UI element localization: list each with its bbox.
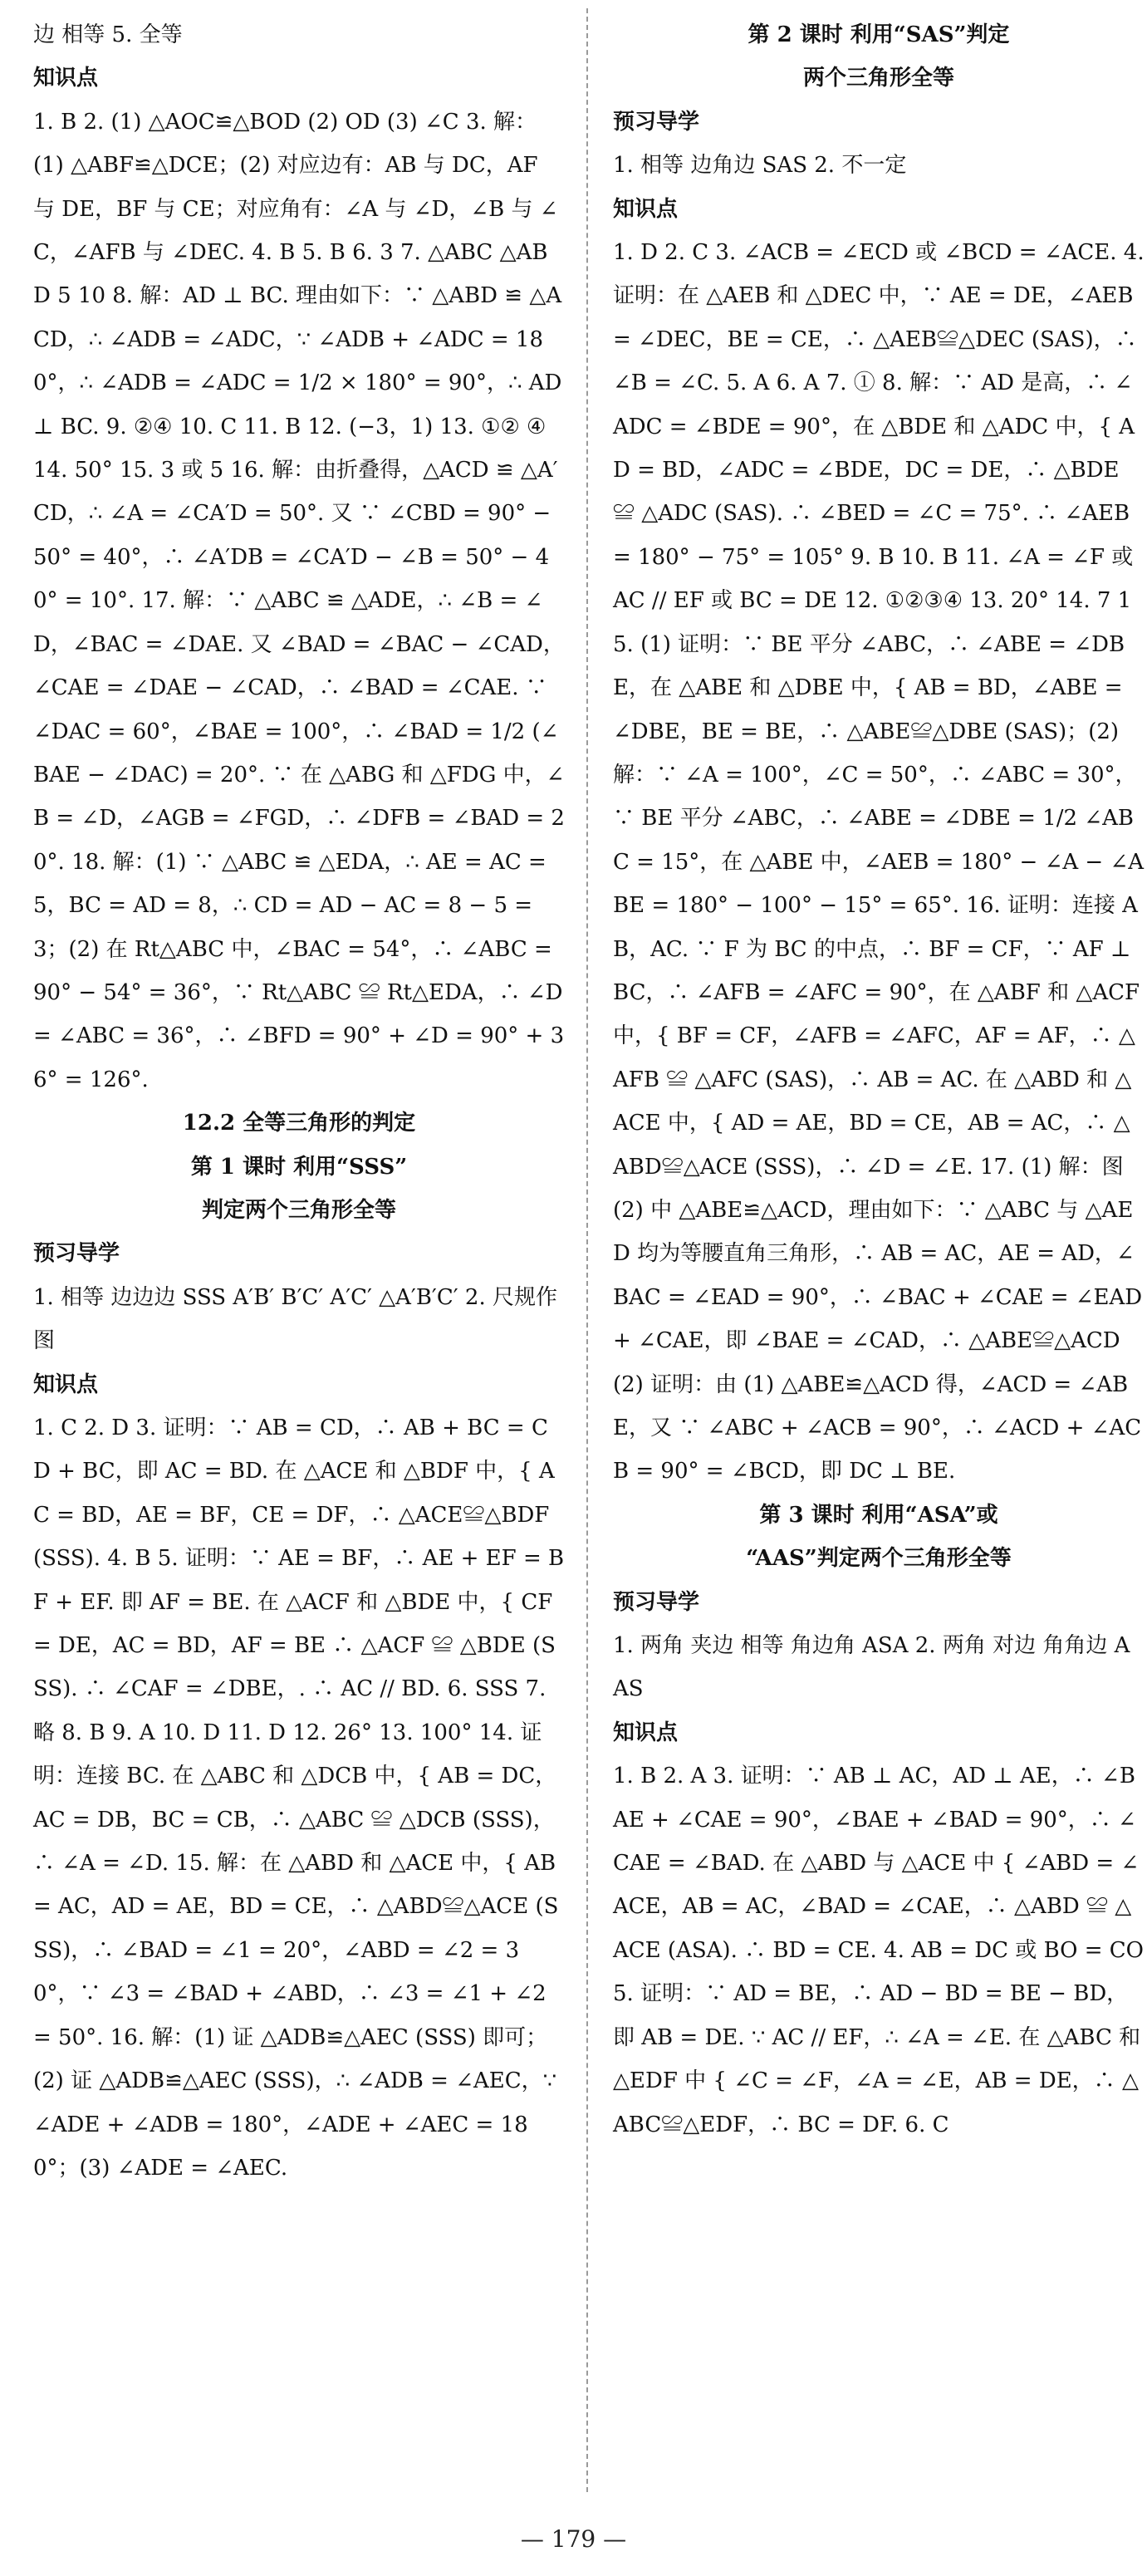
page-number: — 179 — — [520, 2525, 627, 2553]
lesson2-title-line1: 第 2 课时 利用“SAS”判定 — [748, 22, 1010, 47]
lesson3-title-line2: “AAS”判定两个三角形全等 — [746, 1546, 1012, 1572]
preview-answers: 1. 相等 边边边 SSS A′B′ B′C′ A′C′ △A′B′C′ 2. 尺规作图 — [33, 1284, 557, 1354]
knowledge-answers: 1. D 2. C 3. ∠ACB = ∠ECD 或 ∠BCD = ∠ACE. 4. 证明：在 △AEB 和 △DEC 中，∵ AE = DE，∠AEB = ∠DEC，BE = CE，∴ △AEB≌△DEC (SAS)，∴ ∠B = ∠C. 5. A 6. A 7. ① 8. 解：∵ AD 是高，∴ ∠ADC = ∠BDE = 90°，在 △BDE 和 △ADC 中，{ AD = BD，∠ADC = ∠BDE，DC = DE，∴ △BDE ≌ △ADC (SAS). ∴ ∠BED = ∠C = 75°. ∴ ∠AEB = 180° − 75° = 105° 9. B 10. B 11. ∠A = ∠F 或 AC // EF 或 BC = DE 12. ①②③④ 13. 20° 14. 7 15. (1) 证明：∵ BE 平分 ∠ABC，∴ ∠ABE = ∠DBE，在 △ABE 和 △DBE 中，{ AB = BD，∠ABE = ∠DBE，BE = BE，∴ △ABE≌△DBE (SAS)；(2) 解：∵ ∠A = 100°，∠C = 50°，∴ ∠ABC = 30°，∵ BE 平分 ∠ABC，∴ ∠ABE = ∠DBE = 1/2 ∠ABC = 15°，在 △ABE 中，∠AEB = 180° − ∠A − ∠ABE = 180° − 100° − 15° = 65°. 16. 证明：连接 AB，AC. ∵ F 为 BC 的中点，∴ BF = CF，∵ AF ⊥ BC，∴ ∠AFB = ∠AFC = 90°，在 △ABF 和 △ACF 中，{ BF = CF，∠AFB = ∠AFC，AF = AF，∴ △AFB ≌ △AFC (SAS)，∴ AB = AC. 在 △ABD 和 △ACE 中，{ AD = AE，BD = CE，AB = AC，∴ △ABD≌△ACE (SSS)，∴ ∠D = ∠E. 17. (1) 解：图 (2) 中 △ABE≌△ACD，理由如下：∵ △ABC 与 △AED 均为等腰直角三角形，∴ AB = AC，AE = AD，∠BAC = ∠EAD = 90°，∴ ∠BAC + ∠CAE = ∠EAD + ∠CAE，即 ∠BAE = ∠CAD，∴ △ABE≌△ACD (2) 证明：由 (1) △ABE≌△ACD 得，∠ACD = ∠ABE，又 ∵ ∠ABC + ∠ACB = 90°，∴ ∠ACD + ∠ACB = 90° = ∠BCD，即 DC ⊥ BE. — [613, 240, 1145, 1484]
knowledge-heading: 知识点 — [33, 66, 99, 91]
knowledge-answers-2: 1. B 2. A 3. 证明：∵ AB ⊥ AC，AD ⊥ AE，∴ ∠BAE + ∠CAE = 90°，∠BAE + ∠BAD = 90°，∴ ∠CAE = ∠BAD. 在 △ABD 与 △ACE 中 { ∠ABD = ∠ACE，AB = AC，∠BAD = ∠CAE，∴ △ABD ≌ △ACE (ASA). ∴ BD = CE. 4. AB = DC 或 BO = CO 5. 证明：∵ AD = BE，∴ AD − BD = BE − BD，即 AB = DE. ∵ AC // EF，∴ ∠A = ∠E. 在 △ABC 和 △EDF 中 { ∠C = ∠F，∠A = ∠E，AB = DE，∴ △ABC≌△EDF，∴ BC = DF. 6. C — [613, 1764, 1144, 2137]
preview-answers-2: 1. 两角 夹边 相等 角边角 ASA 2. 两角 对边 角角边 AAS — [613, 1633, 1130, 1702]
section-title: 12.2 全等三角形的判定 — [182, 1111, 416, 1136]
preview-heading: 预习导学 — [33, 1241, 120, 1267]
preview-heading: 预习导学 — [613, 109, 700, 135]
left-column — [33, 13, 565, 2190]
knowledge-heading-2: 知识点 — [613, 1720, 679, 1745]
preview-heading-2: 预习导学 — [613, 1589, 700, 1615]
column-divider — [586, 8, 588, 2492]
lesson1-title-line2: 判定两个三角形全等 — [201, 1197, 396, 1223]
knowledge-answers-2: 1. C 2. D 3. 证明：∵ AB = CD，∴ AB + BC = CD + BC，即 AC = BD. 在 △ACE 和 △BDF 中，{ AC = BD，AE = BF，CE = DF，∴ △ACE≌△BDF (SSS). 4. B 5. 证明：∵ AE = BF，∴ AE + EF = BF + EF. 即 AF = BE. 在 △ACF 和 △BDE 中，{ CF = DE，AC = BD，AF = BE ∴ △ACF ≌ △BDE (SSS). ∴ ∠CAF = ∠DBE，. ∴ AC // BD. 6. SSS 7. 略 8. B 9. A 10. D 11. D 12. 26° 13. 100° 14. 证明：连接 BC. 在 △ABC 和 △DCB 中，{ AB = DC，AC = DB，BC = CB，∴ △ABC ≌ △DCB (SSS)，∴ ∠A = ∠D. 15. 解：在 △ABD 和 △ACE 中，{ AB = AC，AD = AE，BD = CE，∴ △ABD≌△ACE (SSS)，∴ ∠BAD = ∠1 = 20°，∠ABD = ∠2 = 30°，∵ ∠3 = ∠BAD + ∠ABD，∴ ∠3 = ∠1 + ∠2 = 50°. 16. 解：(1) 证 △ADB≌△AEC (SSS) 即可；(2) 证 △ADB≌△AEC (SSS)，∴ ∠ADB = ∠AEC，∵ ∠ADE + ∠ADB = 180°，∠ADE + ∠AEC = 180°；(3) ∠ADE = ∠AEC. — [33, 1416, 565, 2181]
lesson3-title-line1: 第 3 课时 利用“ASA”或 — [759, 1502, 998, 1528]
preview-answers: 1. 相等 边角边 SAS 2. 不一定 — [613, 153, 907, 179]
knowledge-heading: 知识点 — [613, 196, 679, 222]
lesson2-title-line2: 两个三角形全等 — [802, 66, 954, 91]
knowledge-answers: 1. B 2. (1) △AOC≌△BOD (2) OD (3) ∠C 3. 解：(1) △ABF≌△DCE；(2) 对应边有：AB 与 DC，AF 与 DE，BF 与 CE；对应角有：∠A 与 ∠D，∠B 与 ∠C，∠AFB 与 ∠DEC. 4. B 5. B 6. 3 7. △ABC △ABD 5 10 8. 解：AD ⊥ BC. 理由如下：∵ △ABD ≌ △ACD，∴ ∠ADB = ∠ADC，∵ ∠ADB + ∠ADC = 180°，∴ ∠ADB = ∠ADC = 1/2 × 180° = 90°，∴ AD ⊥ BC. 9. ②④ 10. C 11. B 12. (−3，1) 13. ①② ④ 14. 50° 15. 3 或 5 16. 解：由折叠得，△ACD ≌ △A′CD，∴ ∠A = ∠CA′D = 50°. 又 ∵ ∠CBD = 90° − 50° = 40°，∴ ∠A′DB = ∠CA′D − ∠B = 50° − 40° = 10°. 17. 解：∵ △ABC ≌ △ADE，∴ ∠B = ∠D，∠BAC = ∠DAE. 又 ∠BAD = ∠BAC − ∠CAD，∠CAE = ∠DAE − ∠CAD，∴ ∠BAD = ∠CAE. ∵ ∠DAC = 60°，∠BAE = 100°，∴ ∠BAD = 1/2 (∠BAE − ∠DAC) = 20°. ∵ 在 △ABG 和 △FDG 中，∠B = ∠D，∠AGB = ∠FGD，∴ ∠DFB = ∠BAD = 20°. 18. 解：(1) ∵ △ABC ≌ △EDA，∴ AE = AC = 5，BC = AD = 8，∴ CD = AD − AC = 8 − 5 = 3；(2) 在 Rt△ABC 中，∠BAC = 54°，∴ ∠ABC = 90° − 54° = 36°，∵ Rt△ABC ≌ Rt△EDA，∴ ∠D = ∠ABC = 36°，∴ ∠BFD = 90° + ∠D = 90° + 36° = 126°. — [33, 109, 565, 1092]
right-column — [613, 13, 1145, 2147]
answer-continuation: 边 相等 5. 全等 — [33, 22, 183, 47]
knowledge-heading-2: 知识点 — [33, 1371, 99, 1397]
lesson1-title-line1: 第 1 课时 利用“SSS” — [190, 1154, 408, 1180]
